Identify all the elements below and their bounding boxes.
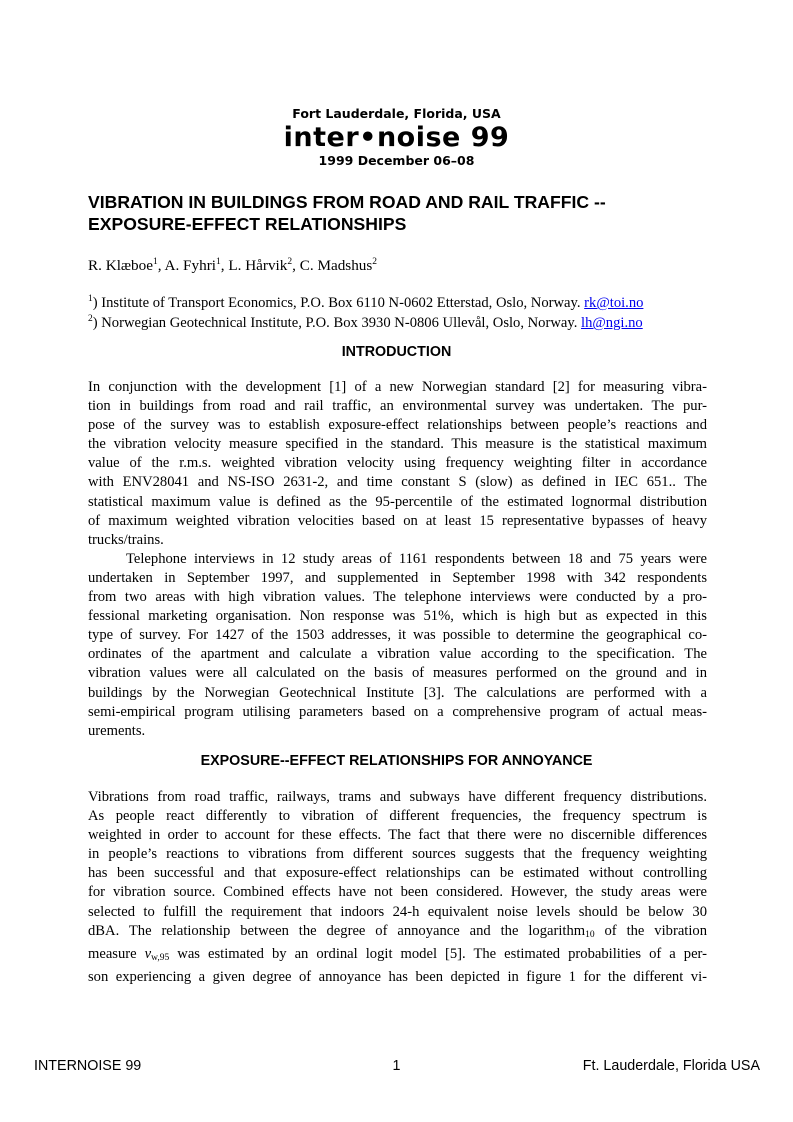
author-separator: , [157,257,165,275]
conference-location: Fort Lauderdale, Florida, USA [292,106,501,121]
footer-page-number: 1 [392,1058,401,1074]
affiliation-text: ) Institute of Transport Economics, P.O. Box 6110 N-0602 Etterstad, Oslo, Norway. [92,294,585,311]
conference-date: 1999 December 06–08 [318,153,475,168]
affiliation-2 [88,309,643,333]
subscript: w,95 [151,952,170,963]
section-heading-introduction: INTRODUCTION [341,344,452,360]
text-line: son experiencing a given degree of annoyance has been depicted in figure 1 for the different vi- [88,968,707,985]
text-line: As people react differently to vibration of different frequencies, the frequency spectrum is [88,808,707,825]
text-line: ordinates of the apartment and calculate a vibration value according to the specification. The [88,646,707,663]
text-line: pose of the survey was to establish exposure-effect relationships between people’s reactions and [88,417,707,434]
text-line: has been successful and that exposure-effect relationships can be estimated without controlling [88,865,707,882]
conference-logo: inter•noise 99 [283,122,510,153]
author-separator: , [220,257,229,275]
text-line: in people’s reactions to vibrations from different sources suggests that the frequency weighting [88,846,707,863]
text-line: urements. [88,722,146,739]
conference-header [0,106,793,168]
section-heading-exposure-effect: EXPOSURE--EFFECT RELATIONSHIPS FOR ANNOYANCE [200,753,593,769]
author-affiliation-mark: 1 [152,257,158,267]
text-line: from two areas with high vibration values. The telephone interviews were conducted by a pro- [88,589,707,606]
text-fragment: was estimated by an ordinal logit model [5]. The estimated probabilities of a per- [169,945,707,962]
title-line-2: EXPOSURE-EFFECT RELATIONSHIPS [88,214,407,234]
author-affiliation-mark: 2 [287,257,293,267]
text-line: Telephone interviews in 12 study areas of 1161 respondents between 18 and 75 years were [126,550,707,567]
author-affiliation-mark: 1 [215,257,221,267]
footer-conference: INTERNOISE 99 [34,1058,142,1074]
author-name: L. Hårvik [228,257,288,275]
text-line: undertaken in September 1997, and supplemented in September 1998 with 342 respondents [88,569,707,586]
author-name: A. Fyhri [164,257,216,275]
text-line: weighted in order to account for these effects. The fact that there were no discernible differences [88,827,707,844]
text-line-logarithm [88,922,707,945]
text-line: for vibration source. Combined effects have not been considered. However, the study areas were [88,884,707,901]
text-line: Vibrations from road traffic, railways, trams and subways have different frequency distributions. [88,789,707,805]
affiliation-mark: 1 [88,294,93,304]
text-line: tion in buildings from road and rail traffic, an environmental survey was undertaken. The pur- [88,398,707,415]
subscript: 10 [585,929,595,940]
text-line: semi-empirical program utilising parameters based on a comprehensive program of actual meas- [88,703,707,720]
author-name: C. Madshus [299,257,373,275]
text-line: vibration values were all calculated on the basis of measures performed on the ground and in [88,665,707,682]
text-line: fessional marketing organisation. Non response was 51%, which is high but as expected in this [88,608,707,625]
footer-location: Ft. Lauderdale, Florida USA [582,1058,760,1074]
author-separator: , [292,257,300,275]
text-line: buildings by the Norwegian Geotechnical Institute [3]. The calculations are performed with a [88,684,707,701]
text-line: trucks/trains. [88,531,164,548]
velocity-symbol: v [144,945,152,962]
affiliation-email-link[interactable]: lh@ngi.no [581,314,643,331]
author-list [88,252,377,276]
text-line: In conjunction with the development [1] of a new Norwegian standard [2] for measuring vibra- [88,379,707,395]
author-affiliation-mark: 2 [372,257,378,267]
paper-title [88,191,728,235]
affiliation-email-link[interactable]: rk@toi.no [584,294,644,311]
text-line: statistical maximum value is defined as the 95-percentile of the estimated lognormal distribution [88,493,707,510]
text-fragment: measure [88,945,145,962]
text-fragment: dBA. The relationship between the degree of annoyance and the logarithm [88,922,586,939]
text-line-velocity-measure [88,945,707,968]
text-fragment: of the vibration [594,922,707,939]
author-name: R. Klæboe [88,257,153,275]
affiliation-text: ) Norwegian Geotechnical Institute, P.O. Box 3930 N-0806 Ullevål, Oslo, Norway. [92,314,582,331]
text-line: the vibration velocity measure specified in the standard. This measure is the statistical maximum [88,436,707,453]
exposure-effect-body [88,788,707,987]
text-line: selected to fulfill the requirement that indoors 24-h equivalent noise levels should be below 30 [88,903,707,920]
title-line-1: VIBRATION IN BUILDINGS FROM ROAD AND RAIL TRAFFIC -- [88,192,606,212]
introduction-body [88,378,707,741]
text-line: value of the r.m.s. weighted vibration velocity using frequency weighting filter in accordance [88,455,707,472]
affiliation-mark: 2 [88,314,93,324]
text-line: of maximum weighted vibration velocities based on at least 15 representative bypasses of heavy [88,512,707,529]
text-line: type of survey. For 1427 of the 1503 addresses, it was possible to determine the geographical co- [88,627,707,644]
text-line: with ENV28041 and NS-ISO 2631-2, and time constant S (slow) as defined in IEC 651.. The [88,474,707,491]
